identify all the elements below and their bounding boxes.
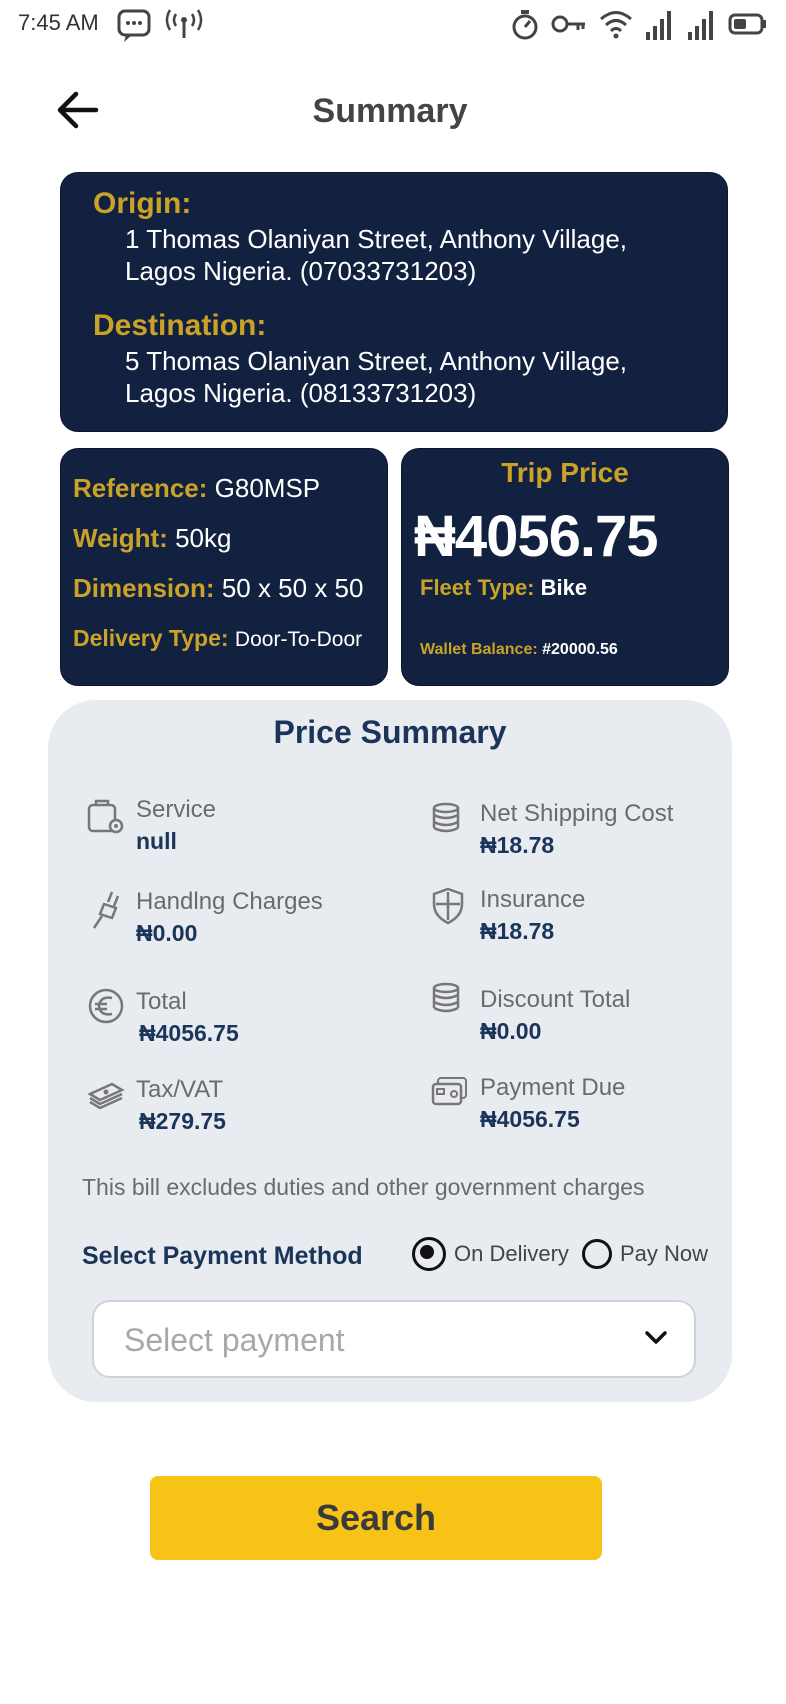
coins-icon — [430, 800, 470, 840]
origin-address: 1 Thomas Olaniyan Street, Anthony Village, Lagos Nigeria. (07033731203) — [125, 224, 628, 286]
money-stack-icon — [86, 1076, 126, 1116]
delivery-type-row — [73, 625, 362, 652]
reference-label: Reference: — [73, 473, 208, 503]
chevron-down-icon — [644, 1330, 668, 1351]
fleet-type-label: Fleet Type: — [420, 575, 535, 600]
tax-vat-label: Tax/VAT — [136, 1076, 224, 1103]
plug-icon — [86, 888, 126, 928]
coins-icon — [430, 980, 470, 1020]
payment-due-label: Payment Due — [480, 1074, 626, 1101]
signal-icon — [686, 6, 718, 42]
payment-method-title: Select Payment Method — [82, 1242, 363, 1270]
on-delivery-label: On Delivery — [454, 1241, 569, 1266]
net-shipping-cost-value: ₦18.78 — [480, 832, 555, 858]
shield-icon — [430, 886, 470, 926]
reference-value: G80MSP — [214, 473, 321, 503]
service-value: null — [136, 828, 177, 854]
weight-label: Weight: — [73, 523, 168, 553]
price-summary-title: Price Summary — [273, 714, 507, 750]
radio-tower-icon — [164, 6, 204, 44]
payment-due-value: ₦4056.75 — [480, 1106, 580, 1132]
origin-label: Origin: — [93, 187, 192, 220]
delivery-type-value: Door-To-Door — [234, 628, 363, 651]
wifi-icon — [598, 6, 634, 42]
weight-row — [73, 523, 231, 554]
total-value: ₦4056.75 — [139, 1020, 239, 1046]
weight-value: 50kg — [175, 523, 232, 553]
reference-row — [73, 473, 320, 504]
bag-gear-icon — [86, 796, 126, 836]
price-summary-panel — [48, 700, 732, 1402]
radio-pay-now[interactable] — [582, 1239, 708, 1269]
wallet-balance-value: #20000.56 — [542, 641, 618, 658]
delivery-type-label: Delivery Type: — [73, 625, 229, 651]
tax-vat-value: ₦279.75 — [139, 1108, 226, 1134]
dimension-row — [73, 573, 363, 604]
page-title — [0, 92, 786, 131]
wallet-balance-label: Wallet Balance: — [420, 641, 538, 658]
payment-select-dropdown[interactable] — [92, 1300, 696, 1378]
discount-total-value: ₦0.00 — [480, 1018, 542, 1044]
net-shipping-cost-label: Net Shipping Cost — [480, 800, 674, 827]
address-card — [60, 172, 728, 432]
handling-charges-value: ₦0.00 — [136, 920, 198, 946]
pay-now-label: Pay Now — [620, 1241, 709, 1266]
destination-label: Destination: — [93, 309, 267, 342]
discount-total-label: Discount Total — [480, 986, 631, 1013]
destination-address: 5 Thomas Olaniyan Street, Anthony Village, Lagos Nigeria. (08133731203) — [125, 346, 628, 408]
disclaimer-text: This bill excludes duties and other government charges — [82, 1174, 645, 1200]
euro-circle-icon — [86, 988, 126, 1028]
shipment-details-card — [60, 448, 388, 686]
radio-selected-icon[interactable] — [412, 1237, 446, 1271]
radio-on-delivery[interactable] — [412, 1237, 569, 1271]
dimension-label: Dimension: — [73, 573, 215, 603]
total-label: Total — [136, 988, 187, 1015]
insurance-value: ₦18.78 — [480, 918, 555, 944]
payment-select-placeholder: Select payment — [124, 1322, 345, 1358]
signal-icon — [644, 6, 676, 42]
fleet-type-value: Bike — [540, 575, 588, 600]
search-button[interactable]: Search — [150, 1476, 602, 1560]
wallet-balance-row — [420, 641, 618, 659]
service-label: Service — [136, 796, 217, 823]
trip-price-value: ₦4056.75 — [414, 504, 658, 569]
timer-icon — [510, 6, 540, 42]
handling-charges-label: Handlng Charges — [136, 888, 323, 915]
status-bar — [0, 0, 786, 52]
trip-price-title: Trip Price — [501, 457, 629, 488]
trip-price-card — [401, 448, 729, 686]
page-title-text: Summary — [312, 92, 468, 130]
insurance-label: Insurance — [480, 886, 586, 913]
status-time: 7:45 AM — [18, 10, 99, 35]
message-icon — [116, 6, 154, 44]
key-icon — [550, 6, 588, 42]
battery-icon — [728, 6, 768, 42]
card-icon — [430, 1074, 470, 1114]
radio-unselected-icon[interactable] — [582, 1239, 612, 1269]
dimension-value: 50 x 50 x 50 — [221, 573, 364, 603]
fleet-type-row — [420, 575, 587, 601]
